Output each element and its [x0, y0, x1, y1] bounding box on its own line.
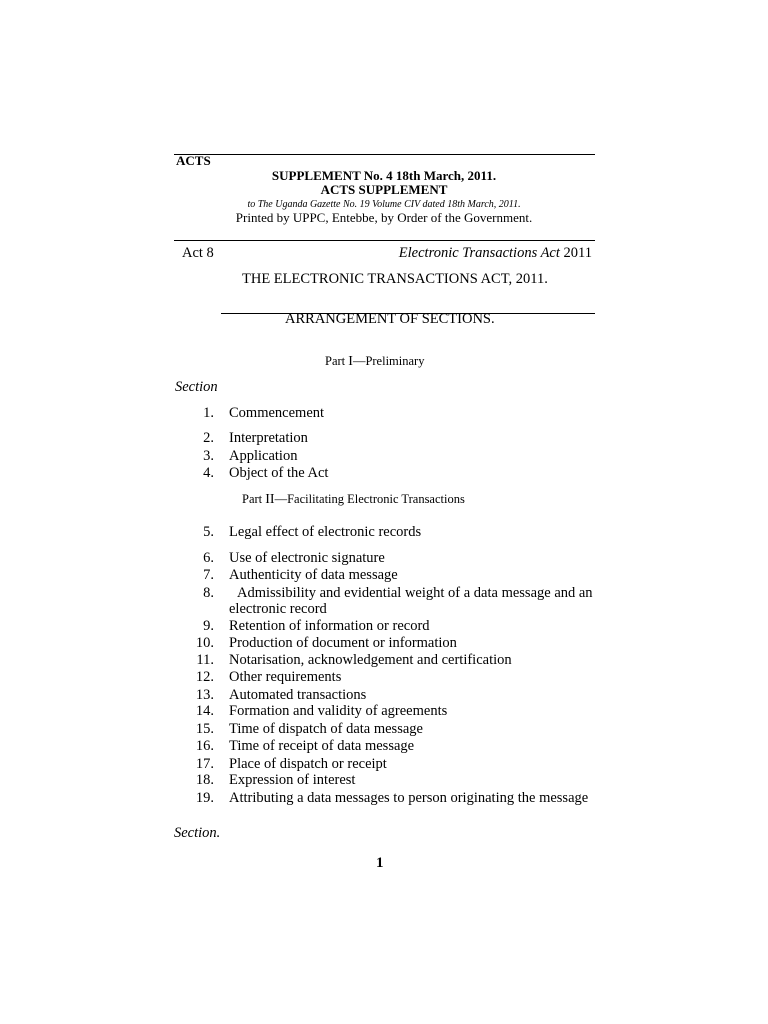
running-act-title	[399, 245, 592, 262]
toc-title: Notarisation, acknowledgement and certification	[229, 652, 512, 668]
toc-number: 17.	[195, 756, 214, 772]
toc-number: 18.	[195, 772, 214, 788]
toc-title: Time of dispatch of data message	[229, 721, 423, 737]
toc-number: 12.	[195, 669, 214, 685]
toc-number: 7.	[203, 567, 214, 583]
toc-title: Expression of interest	[229, 772, 356, 788]
toc-title: Time of receipt of data message	[229, 738, 415, 754]
supplement-line: SUPPLEMENT No. 4 18th March, 2011.	[271, 168, 497, 183]
toc-number: 4.	[203, 465, 214, 481]
running-act-name: Electronic Transactions Act	[398, 245, 560, 261]
arrangement-heading: ARRANGEMENT OF SECTIONS.	[285, 311, 495, 327]
part-1-prefix: Part	[325, 354, 349, 368]
running-head-rule	[174, 240, 595, 241]
gazette-line: to The Uganda Gazette No. 19 Volume CIV dated 18th March, 2011.	[247, 199, 521, 210]
toc-number: 8.	[203, 585, 214, 601]
section-label-top: Section	[175, 379, 218, 395]
toc-number: 9.	[203, 618, 214, 634]
toc-title: Automated transactions	[229, 687, 367, 703]
toc-number: 3.	[203, 448, 214, 464]
toc-number: 6.	[203, 550, 214, 566]
toc-number: 19.	[195, 790, 214, 806]
toc-number: 5.	[203, 524, 214, 540]
part-1-number: I	[348, 354, 353, 369]
document-title: THE ELECTRONIC TRANSACTIONS ACT, 2011.	[242, 271, 548, 287]
page-number: 1	[376, 855, 384, 871]
toc-number: 11.	[196, 652, 214, 668]
part-2-number: II	[265, 492, 275, 507]
toc-title: Retention of information or record	[229, 618, 430, 634]
toc-title: electronic record	[229, 601, 327, 617]
part-2-prefix: Part	[242, 492, 266, 506]
toc-title: Other requirements	[229, 669, 342, 685]
toc-number: 16.	[195, 738, 214, 754]
toc-number: 14.	[195, 703, 214, 719]
toc-title: Use of electronic signature	[229, 550, 385, 566]
part-2-heading	[242, 492, 465, 508]
toc-number: 10.	[195, 635, 214, 651]
section-label-bottom: Section.	[174, 825, 221, 841]
part-2-title: —Facilitating Electronic Transactions	[274, 492, 465, 506]
toc-title: Formation and validity of agreements	[229, 703, 448, 719]
running-act-year: 2011	[563, 245, 592, 261]
toc-title: Legal effect of electronic records	[229, 524, 422, 540]
part-1-heading	[325, 354, 424, 370]
toc-title: Interpretation	[229, 430, 308, 446]
toc-title: Object of the Act	[229, 465, 329, 481]
supplement-title: ACTS SUPPLEMENT	[320, 182, 448, 197]
toc-title: Place of dispatch or receipt	[229, 756, 387, 772]
toc-number: 2.	[203, 430, 214, 446]
toc-number: 13.	[195, 687, 214, 703]
toc-title: Authenticity of data message	[229, 567, 398, 583]
toc-title: Commencement	[229, 405, 325, 421]
header-category: ACTS	[176, 153, 211, 168]
toc-title: Application	[229, 448, 298, 464]
toc-title: Attributing a data messages to person originating the message	[229, 790, 589, 806]
printed-by-line: Printed by UPPC, Entebbe, by Order of the Government.	[235, 210, 533, 225]
toc-title: Admissibility and evidential weight of a data message and an	[237, 585, 593, 601]
toc-number: 15.	[195, 721, 214, 737]
toc-number: 1.	[203, 405, 214, 421]
act-number: Act 8	[182, 245, 214, 261]
part-1-title: —Preliminary	[352, 354, 425, 368]
header-top-rule	[174, 154, 595, 155]
toc-title: Production of document or information	[229, 635, 457, 651]
